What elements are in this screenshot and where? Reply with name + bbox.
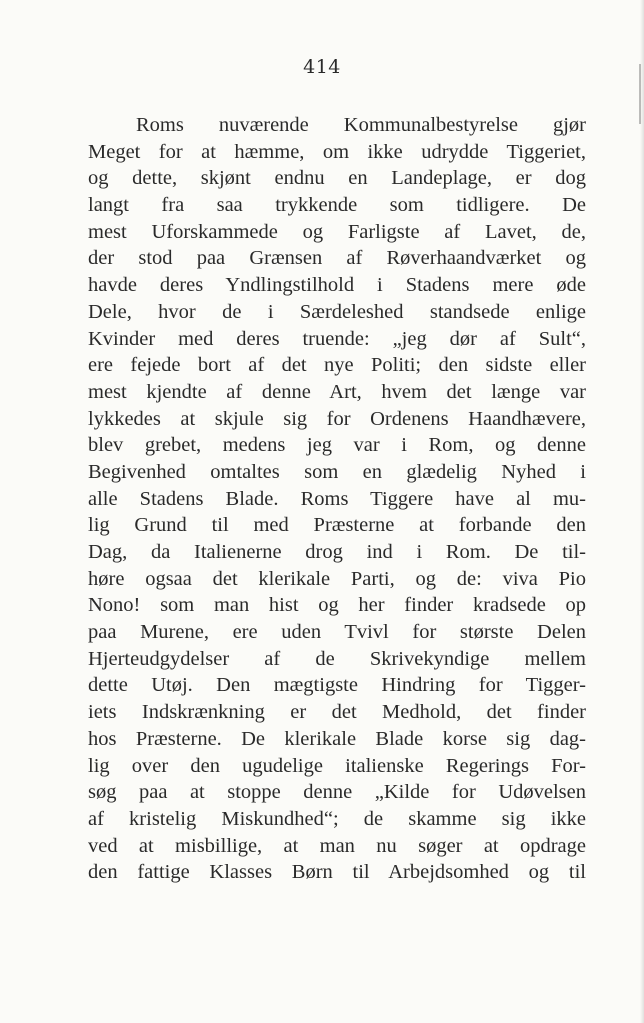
text-line: hos Præsterne. De klerikale Blade korse sig dag-: [88, 727, 586, 750]
text-line: mest kjendte af denne Art, hvem det længe var: [88, 380, 586, 403]
text-line: søg paa at stoppe denne „Kilde for Udøvelsen: [88, 781, 586, 804]
text-line: Hjerteudgydelser af de Skrivekyndige mellem: [88, 647, 586, 670]
text-line: Dag, da Italienerne drog ind i Rom. De til-: [88, 541, 586, 563]
text-line: dette Utøj. Den mægtigste Hindring for Tigger-: [88, 674, 586, 697]
page-edge-shadow: [640, 0, 644, 1023]
text-line: langt fra saa trykkende som tidligere. De: [88, 194, 586, 217]
text-line: den fattige Klasses Børn til Arbejdsomhed og til: [88, 861, 586, 884]
text-line: Kvinder med deres truende: „jeg dør af Sult“,: [88, 327, 586, 350]
text-line: lig Grund til med Præsterne at forbande den: [88, 514, 586, 537]
text-line: paa Murene, ere uden Tvivl for største Delen: [88, 621, 586, 644]
text-line: lig over den ugudelige italienske Regerings For-: [88, 754, 586, 777]
text-line: ved at misbillige, at man nu søger at opdrage: [88, 834, 586, 857]
text-line: og dette, skjønt endnu en Landeplage, er dog: [88, 167, 586, 190]
text-line: der stod paa Grænsen af Røverhaandværket og: [88, 247, 586, 270]
text-line: Nono! som man hist og her finder kradsede op: [88, 594, 586, 617]
text-line: ere fejede bort af det nye Politi; den sidste eller: [88, 354, 586, 377]
page-edge-mark: [639, 64, 641, 124]
text-line: Roms nuværende Kommunalbestyrelse gjør: [136, 114, 586, 136]
text-line: af kristelig Miskundhed“; de skamme sig ikke: [88, 807, 586, 830]
text-line: havde deres Yndlingstilhold i Stadens mere øde: [88, 274, 586, 297]
text-line: høre ogsaa det klerikale Parti, og de: viva Pio: [88, 567, 586, 590]
text-line: Meget for at hæmme, om ikke udrydde Tiggeriet,: [88, 140, 586, 163]
body-text: [88, 112, 586, 886]
text-line: blev grebet, medens jeg var i Rom, og denne: [88, 434, 586, 457]
text-line: mest Uforskammede og Farligste af Lavet, de,: [88, 220, 586, 243]
text-line: iets Indskrænkning er det Medhold, det finder: [88, 701, 586, 724]
text-line: alle Stadens Blade. Roms Tiggere have al mu-: [88, 487, 586, 510]
text-line: Begivenhed omtaltes som en glædelig Nyhed i: [88, 460, 586, 483]
text-line: lykkedes at skjule sig for Ordenens Haandhævere,: [88, 407, 586, 430]
page-number: 414: [303, 56, 341, 78]
text-line: Dele, hvor de i Særdeleshed standsede enlige: [88, 300, 586, 323]
